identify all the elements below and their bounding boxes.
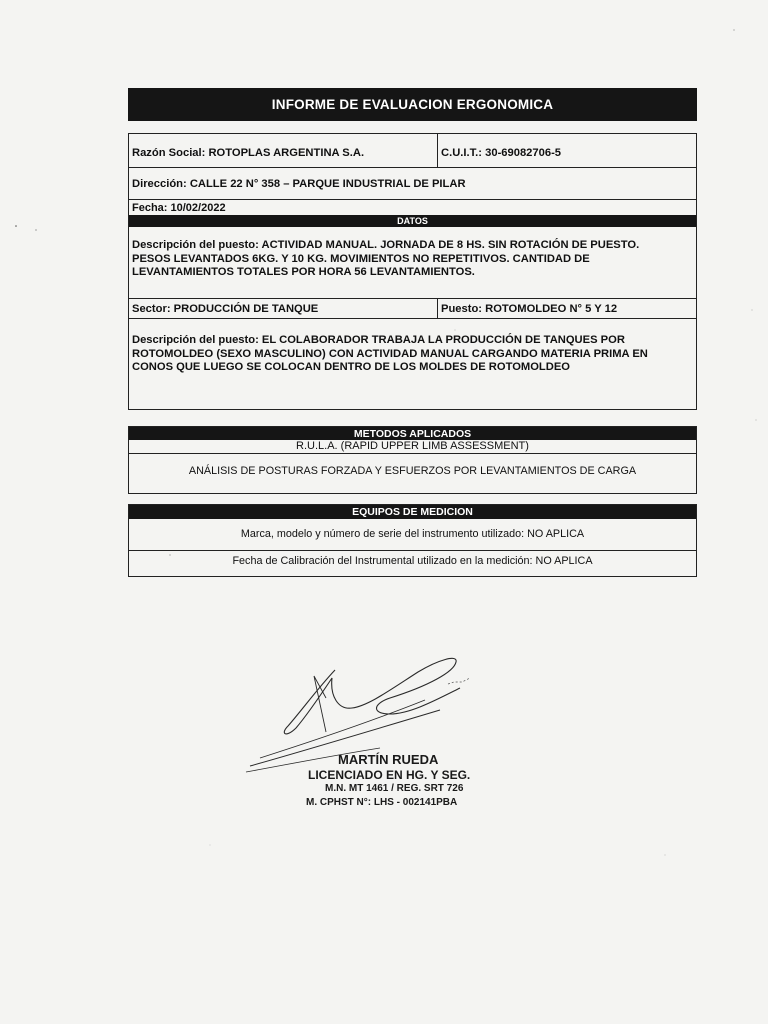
metodos-section (128, 426, 697, 494)
marca-row (129, 519, 696, 551)
job-description-2-line: CONOS QUE LUEGO SE COLOCAN DENTRO DE LOS MOLDES DE ROTOMOLDEO (132, 361, 570, 373)
job-description-2 (132, 334, 693, 375)
address-row (129, 168, 696, 200)
company-row (129, 134, 696, 168)
instrument-info: Marca, modelo y número de serie del instrumento utilizado: NO APLICA (240, 528, 585, 540)
analysis-text: ANÁLISIS DE POSTURAS FORZADA Y ESFUERZOS POR LEVANTAMIENTOS DE CARGA (188, 465, 637, 477)
signer-title: LICENCIADO EN HG. Y SEG. (308, 768, 471, 782)
calibration-info: Fecha de Calibración del Instrumental utilizado en la medición: NO APLICA (232, 555, 593, 567)
description-row-1 (129, 227, 696, 299)
job-description-1-line: PESOS LEVANTADOS 6KG. Y 10 KG. MOVIMIENTOS NO REPETITIVOS. CANTIDAD DE (132, 252, 590, 265)
job-description-2-line: Descripción del puesto: EL COLABORADOR TRABAJA LA PRODUCCIÓN DE TANQUES POR (132, 334, 625, 346)
puesto: Puesto: ROTOMOLDEO N° 5 Y 12 (441, 302, 618, 315)
cuit: C.U.I.T.: 30-69082706-5 (441, 146, 562, 159)
job-description-1-line: LEVANTAMIENTOS TOTALES POR HORA 56 LEVANTAMIENTOS. (132, 266, 475, 278)
rula-method: R.U.L.A. (RAPID UPPER LIMB ASSESSMENT) (296, 440, 529, 452)
date-row (129, 200, 696, 215)
datos-section (128, 133, 697, 410)
signer-cphst: M. CPHST N°: LHS - 002141PBA (306, 797, 458, 808)
job-description-2-line: ROTOMOLDEO (SEXO MASCULINO) CON ACTIVIDAD MANUAL CARGANDO MATERIA PRIMA EN (132, 347, 648, 360)
sector-row (129, 299, 696, 319)
report-title: INFORME DE EVALUACION ERGONOMICA (128, 88, 697, 121)
fecha: Fecha: 10/02/2022 (132, 201, 226, 214)
sector: Sector: PRODUCCIÓN DE TANQUE (132, 302, 319, 315)
equipos-section (128, 504, 697, 577)
job-description-1-line: Descripción del puesto: ACTIVIDAD MANUAL. JORNADA DE 8 HS. SIN ROTACIÓN DE PUESTO. (132, 239, 640, 251)
direccion: Dirección: CALLE 22 N° 358 – PARQUE INDUSTRIAL DE PILAR (132, 177, 466, 190)
signer-registration: M.N. MT 1461 / REG. SRT 726 (325, 783, 464, 794)
razon-social: Razón Social: ROTOPLAS ARGENTINA S.A. (132, 146, 365, 159)
datos-header: DATOS (129, 215, 696, 227)
signer-name: MARTÍN RUEDA (338, 752, 439, 767)
method-row (129, 440, 696, 454)
equipos-header: EQUIPOS DE MEDICION (129, 505, 696, 519)
job-description-1 (132, 239, 693, 280)
metodos-header: METODOS APLICADOS (129, 427, 696, 440)
